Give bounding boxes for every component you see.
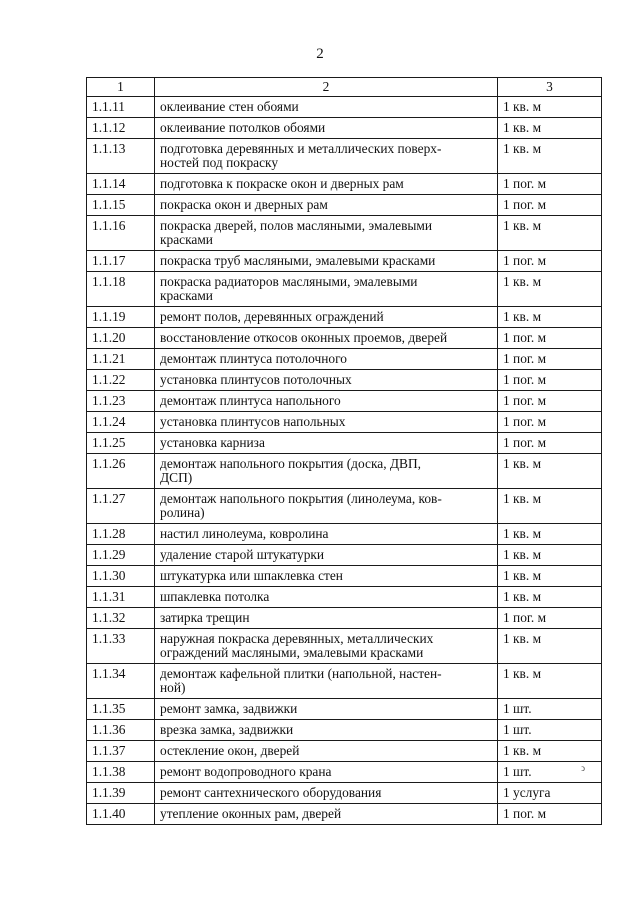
row-code: 1.1.34 <box>87 664 155 699</box>
row-code: 1.1.33 <box>87 629 155 664</box>
column-header-2: 2 <box>155 78 498 97</box>
scan-mark: ↄ <box>581 763 585 773</box>
row-unit: 1 шт. <box>498 762 602 783</box>
table-header-row <box>87 78 602 97</box>
row-code: 1.1.32 <box>87 608 155 629</box>
table-row <box>87 370 602 391</box>
row-description: утепление оконных рам, дверей <box>155 804 498 825</box>
row-code: 1.1.29 <box>87 545 155 566</box>
row-description: демонтаж плинтуса напольного <box>155 391 498 412</box>
row-unit: 1 кв. м <box>498 524 602 545</box>
row-unit: 1 пог. м <box>498 251 602 272</box>
row-code: 1.1.15 <box>87 195 155 216</box>
row-description: шпаклевка потолка <box>155 587 498 608</box>
row-unit: 1 кв. м <box>498 587 602 608</box>
row-code: 1.1.16 <box>87 216 155 251</box>
table-row <box>87 587 602 608</box>
row-code: 1.1.31 <box>87 587 155 608</box>
table-row <box>87 307 602 328</box>
row-description: покраска труб масляными, эмалевыми красками <box>155 251 498 272</box>
row-unit: 1 пог. м <box>498 195 602 216</box>
row-description: покраска дверей, полов масляными, эмалевыми красками <box>155 216 498 251</box>
row-unit: 1 пог. м <box>498 391 602 412</box>
table-row <box>87 454 602 489</box>
table-row <box>87 328 602 349</box>
row-unit: 1 пог. м <box>498 433 602 454</box>
table-row <box>87 804 602 825</box>
row-code: 1.1.21 <box>87 349 155 370</box>
row-unit: 1 кв. м <box>498 454 602 489</box>
row-code: 1.1.39 <box>87 783 155 804</box>
table-row <box>87 664 602 699</box>
row-unit: 1 кв. м <box>498 545 602 566</box>
row-code: 1.1.18 <box>87 272 155 307</box>
row-unit: 1 пог. м <box>498 328 602 349</box>
table-row <box>87 566 602 587</box>
row-description: покраска окон и дверных рам <box>155 195 498 216</box>
table-row <box>87 216 602 251</box>
row-code: 1.1.14 <box>87 174 155 195</box>
row-description: ремонт водопроводного крана <box>155 762 498 783</box>
services-table <box>86 77 602 825</box>
row-description: демонтаж напольного покрытия (линолеума, ков- ролина) <box>155 489 498 524</box>
row-code: 1.1.36 <box>87 720 155 741</box>
row-code: 1.1.40 <box>87 804 155 825</box>
row-code: 1.1.30 <box>87 566 155 587</box>
row-unit: 1 кв. м <box>498 741 602 762</box>
row-description: демонтаж напольного покрытия (доска, ДВП, ДСП) <box>155 454 498 489</box>
table-row <box>87 118 602 139</box>
row-unit: 1 кв. м <box>498 118 602 139</box>
row-code: 1.1.24 <box>87 412 155 433</box>
table-row <box>87 139 602 174</box>
column-header-1: 1 <box>87 78 155 97</box>
row-code: 1.1.11 <box>87 97 155 118</box>
row-code: 1.1.37 <box>87 741 155 762</box>
table-row <box>87 545 602 566</box>
row-unit: 1 кв. м <box>498 97 602 118</box>
row-description: подготовка к покраске окон и дверных рам <box>155 174 498 195</box>
row-code: 1.1.17 <box>87 251 155 272</box>
row-description: удаление старой штукатурки <box>155 545 498 566</box>
column-header-3: 3 <box>498 78 602 97</box>
table-row <box>87 699 602 720</box>
row-code: 1.1.25 <box>87 433 155 454</box>
table-row <box>87 608 602 629</box>
row-code: 1.1.12 <box>87 118 155 139</box>
table-row <box>87 174 602 195</box>
table-row <box>87 391 602 412</box>
table-row <box>87 251 602 272</box>
row-code: 1.1.23 <box>87 391 155 412</box>
row-description: затирка трещин <box>155 608 498 629</box>
table-row <box>87 720 602 741</box>
row-unit: 1 кв. м <box>498 566 602 587</box>
table-row <box>87 412 602 433</box>
row-unit: 1 пог. м <box>498 349 602 370</box>
row-description: подготовка деревянных и металлических поверх- ностей под покраску <box>155 139 498 174</box>
row-description: покраска радиаторов масляными, эмалевыми красками <box>155 272 498 307</box>
row-code: 1.1.26 <box>87 454 155 489</box>
page-number: 2 <box>316 46 324 62</box>
table-row <box>87 433 602 454</box>
table-row <box>87 783 602 804</box>
row-unit: 1 кв. м <box>498 272 602 307</box>
table-row <box>87 489 602 524</box>
row-description: установка карниза <box>155 433 498 454</box>
row-unit: 1 шт. <box>498 699 602 720</box>
row-code: 1.1.20 <box>87 328 155 349</box>
row-unit: 1 услуга <box>498 783 602 804</box>
row-description: установка плинтусов напольных <box>155 412 498 433</box>
row-description: демонтаж плинтуса потолочного <box>155 349 498 370</box>
row-unit: 1 кв. м <box>498 307 602 328</box>
row-unit: 1 пог. м <box>498 804 602 825</box>
row-unit: 1 кв. м <box>498 139 602 174</box>
row-code: 1.1.19 <box>87 307 155 328</box>
row-unit: 1 пог. м <box>498 412 602 433</box>
row-description: оклеивание стен обоями <box>155 97 498 118</box>
row-unit: 1 шт. <box>498 720 602 741</box>
row-description: врезка замка, задвижки <box>155 720 498 741</box>
row-unit: 1 пог. м <box>498 370 602 391</box>
table-row <box>87 762 602 783</box>
row-unit: 1 кв. м <box>498 489 602 524</box>
table-row <box>87 272 602 307</box>
row-description: оклеивание потолков обоями <box>155 118 498 139</box>
row-description: ремонт полов, деревянных ограждений <box>155 307 498 328</box>
row-description: штукатурка или шпаклевка стен <box>155 566 498 587</box>
row-code: 1.1.35 <box>87 699 155 720</box>
row-description: восстановление откосов оконных проемов, дверей <box>155 328 498 349</box>
row-description: ремонт замка, задвижки <box>155 699 498 720</box>
row-description: демонтаж кафельной плитки (напольной, настен- ной) <box>155 664 498 699</box>
row-description: ремонт сантехнического оборудования <box>155 783 498 804</box>
row-code: 1.1.38 <box>87 762 155 783</box>
row-description: наружная покраска деревянных, металлических ограждений масляными, эмалевыми красками <box>155 629 498 664</box>
table-row <box>87 741 602 762</box>
row-description: остекление окон, дверей <box>155 741 498 762</box>
row-unit: 1 кв. м <box>498 664 602 699</box>
row-code: 1.1.27 <box>87 489 155 524</box>
row-unit: 1 кв. м <box>498 629 602 664</box>
table-row <box>87 195 602 216</box>
row-description: установка плинтусов потолочных <box>155 370 498 391</box>
row-code: 1.1.13 <box>87 139 155 174</box>
row-unit: 1 кв. м <box>498 216 602 251</box>
row-unit: 1 пог. м <box>498 608 602 629</box>
table-row <box>87 349 602 370</box>
row-unit: 1 пог. м <box>498 174 602 195</box>
row-code: 1.1.22 <box>87 370 155 391</box>
table-row <box>87 524 602 545</box>
table-row <box>87 97 602 118</box>
row-code: 1.1.28 <box>87 524 155 545</box>
table-row <box>87 629 602 664</box>
row-description: настил линолеума, ковролина <box>155 524 498 545</box>
